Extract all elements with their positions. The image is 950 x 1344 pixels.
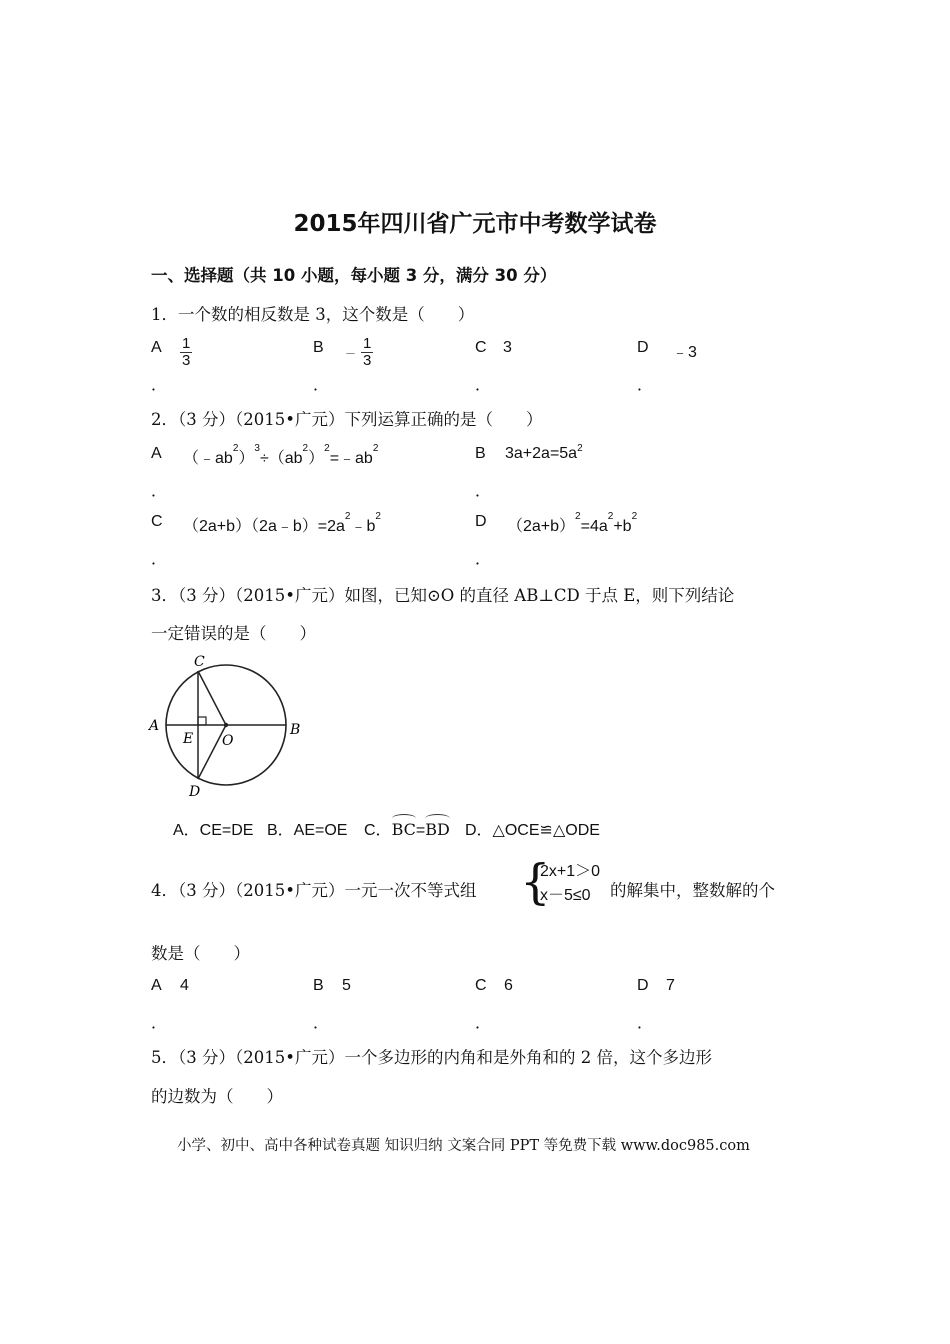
q1-c-dot: ．: [475, 377, 492, 394]
q2-b-part1: 3a+2a=5a: [505, 445, 578, 462]
q1-option-d-value: ﹣3: [672, 344, 697, 361]
figure-label-b: B: [290, 722, 301, 738]
q2-c-dot: ．: [151, 551, 168, 568]
q2-option-a-expr: [183, 445, 378, 468]
q2-a-part3: ÷（ab: [259, 450, 303, 467]
q3-circle-figure: [145, 650, 310, 800]
q3-option-b: B．AE=OE: [267, 822, 348, 839]
q3-c-eq: =: [415, 822, 426, 839]
q4-b-dot: ．: [313, 1015, 330, 1032]
q2-a-part2: ）: [238, 450, 255, 467]
figure-label-o: O: [222, 733, 234, 749]
question-3-stem-line1: 3．（3 分）（2015•广元）如图，已知⊙O 的直径 AB⊥CD 于点 E，则下列结论: [151, 586, 735, 605]
q3-c-arc-bc: BC: [391, 820, 416, 839]
q2-a-sup1: 2: [232, 443, 239, 454]
q2-a-sup5: 2: [372, 443, 379, 454]
q4-inequality-system: [540, 860, 600, 908]
q2-d-part3: +b: [613, 518, 632, 535]
question-3-stem-line2: 一定错误的是（ ）: [151, 624, 316, 643]
q2-option-a-label: A: [151, 445, 162, 462]
q1-a-denominator: 3: [182, 352, 191, 369]
q2-c-sup1: 2: [344, 511, 351, 522]
q2-a-part1: （﹣ab: [183, 450, 233, 467]
q1-a-numerator: 1: [182, 335, 191, 352]
q2-option-c-expr: [183, 513, 381, 536]
q1-option-a-label: A: [151, 339, 162, 356]
q2-option-d-label: D: [475, 513, 487, 530]
q1-option-d-label: D: [637, 339, 649, 356]
q4-option-c-label: C: [475, 977, 487, 994]
q1-b-dot: ．: [313, 377, 330, 394]
question-5-stem-line1: 5．（3 分）（2015•广元）一个多边形的内角和是外角和的 2 倍，这个多边形: [151, 1048, 712, 1067]
question-1-stem: 1．一个数的相反数是 3，这个数是（ ）: [151, 305, 475, 324]
figure-label-e: E: [183, 731, 194, 747]
q2-d-sup1: 2: [575, 511, 581, 522]
q3-c-arc-bd: BD: [425, 820, 450, 839]
q2-d-sup2: 2: [607, 511, 614, 522]
q4-inequality-1: 2x+1＞0: [540, 863, 601, 880]
q2-d-part2: =4a: [580, 518, 608, 535]
page-footer: 小学、初中、高中各种试卷真题 知识归纳 文案合同 PPT 等免费下载 www.doc985.com: [177, 1138, 750, 1154]
question-5-stem-line2: 的边数为（ ）: [151, 1087, 283, 1106]
q3-option-c: [364, 817, 450, 840]
q4-option-c-value: 6: [504, 977, 513, 994]
q2-b-dot: ．: [475, 483, 492, 500]
section-heading: 一、选择题（共 10 小题，每小题 3 分，满分 30 分）: [151, 266, 557, 285]
q2-c-part2: ﹣b: [350, 518, 376, 535]
q4-option-b-value: 5: [342, 977, 351, 994]
q1-option-c-label: C: [475, 339, 487, 356]
q4-option-a-label: A: [151, 977, 162, 994]
figure-label-a: A: [149, 718, 160, 734]
q2-c-sup2: 2: [375, 511, 381, 522]
q1-b-numerator: 1: [363, 335, 372, 352]
q2-a-part5: =﹣ab: [329, 450, 373, 467]
figure-center-point: [224, 723, 228, 727]
q4-option-d-label: D: [637, 977, 649, 994]
q1-option-b-fraction: [361, 336, 373, 369]
q2-a-sup3: 2: [302, 443, 309, 454]
q2-a-dot: ．: [151, 483, 168, 500]
q3-option-d: D．△OCE≌△ODE: [465, 822, 600, 839]
q4-system-brace: {: [520, 854, 551, 910]
q4-a-dot: ．: [151, 1015, 168, 1032]
q1-option-b-label: B: [313, 339, 324, 356]
q2-option-c-label: C: [151, 513, 163, 530]
q2-a-sup4: 2: [324, 443, 330, 454]
q2-option-b-expr: [505, 445, 583, 463]
figure-label-d: D: [189, 784, 201, 800]
q2-option-d-expr: [507, 513, 637, 536]
question-4-stem-line2: 数是（ ）: [151, 944, 250, 963]
q2-d-dot: ．: [475, 551, 492, 568]
page-title: 2015年四川省广元市中考数学试卷: [293, 211, 657, 237]
q4-option-b-label: B: [313, 977, 324, 994]
q3-c-prefix: C．: [364, 822, 392, 839]
q2-b-sup1: 2: [577, 443, 583, 454]
q2-option-b-label: B: [475, 445, 486, 462]
q1-option-a-fraction: [180, 336, 192, 369]
q1-b-sign: －: [345, 348, 356, 360]
q2-d-sup3: 2: [631, 511, 638, 522]
q2-a-part4: ）: [308, 450, 325, 467]
q1-a-dot: ．: [151, 377, 168, 394]
q4-option-d-value: 7: [666, 977, 675, 994]
q4-d-dot: ．: [637, 1015, 654, 1032]
figure-right-angle-mark: [198, 717, 206, 725]
question-4-stem-post: 的解集中，整数解的个: [610, 881, 775, 900]
q4-inequality-2: x－5≤0: [540, 887, 591, 904]
q4-option-a-value: 4: [180, 977, 189, 994]
question-2-stem: 2．（3 分）（2015•广元）下列运算正确的是（ ）: [151, 410, 543, 429]
q1-b-denominator: 3: [363, 352, 372, 369]
q2-c-part1: （2a+b）（2a﹣b）=2a: [183, 518, 345, 535]
q2-a-sup2: 3: [254, 443, 260, 454]
q1-d-dot: ．: [637, 377, 654, 394]
question-4-stem-pre: 4．（3 分）（2015•广元）一元一次不等式组: [151, 881, 477, 900]
q4-c-dot: ．: [475, 1015, 492, 1032]
q1-option-c-value: 3: [503, 339, 512, 356]
q3-option-a: A．CE=DE: [173, 822, 254, 839]
q2-d-part1: （2a+b）: [507, 518, 576, 535]
figure-label-c: C: [194, 654, 205, 670]
